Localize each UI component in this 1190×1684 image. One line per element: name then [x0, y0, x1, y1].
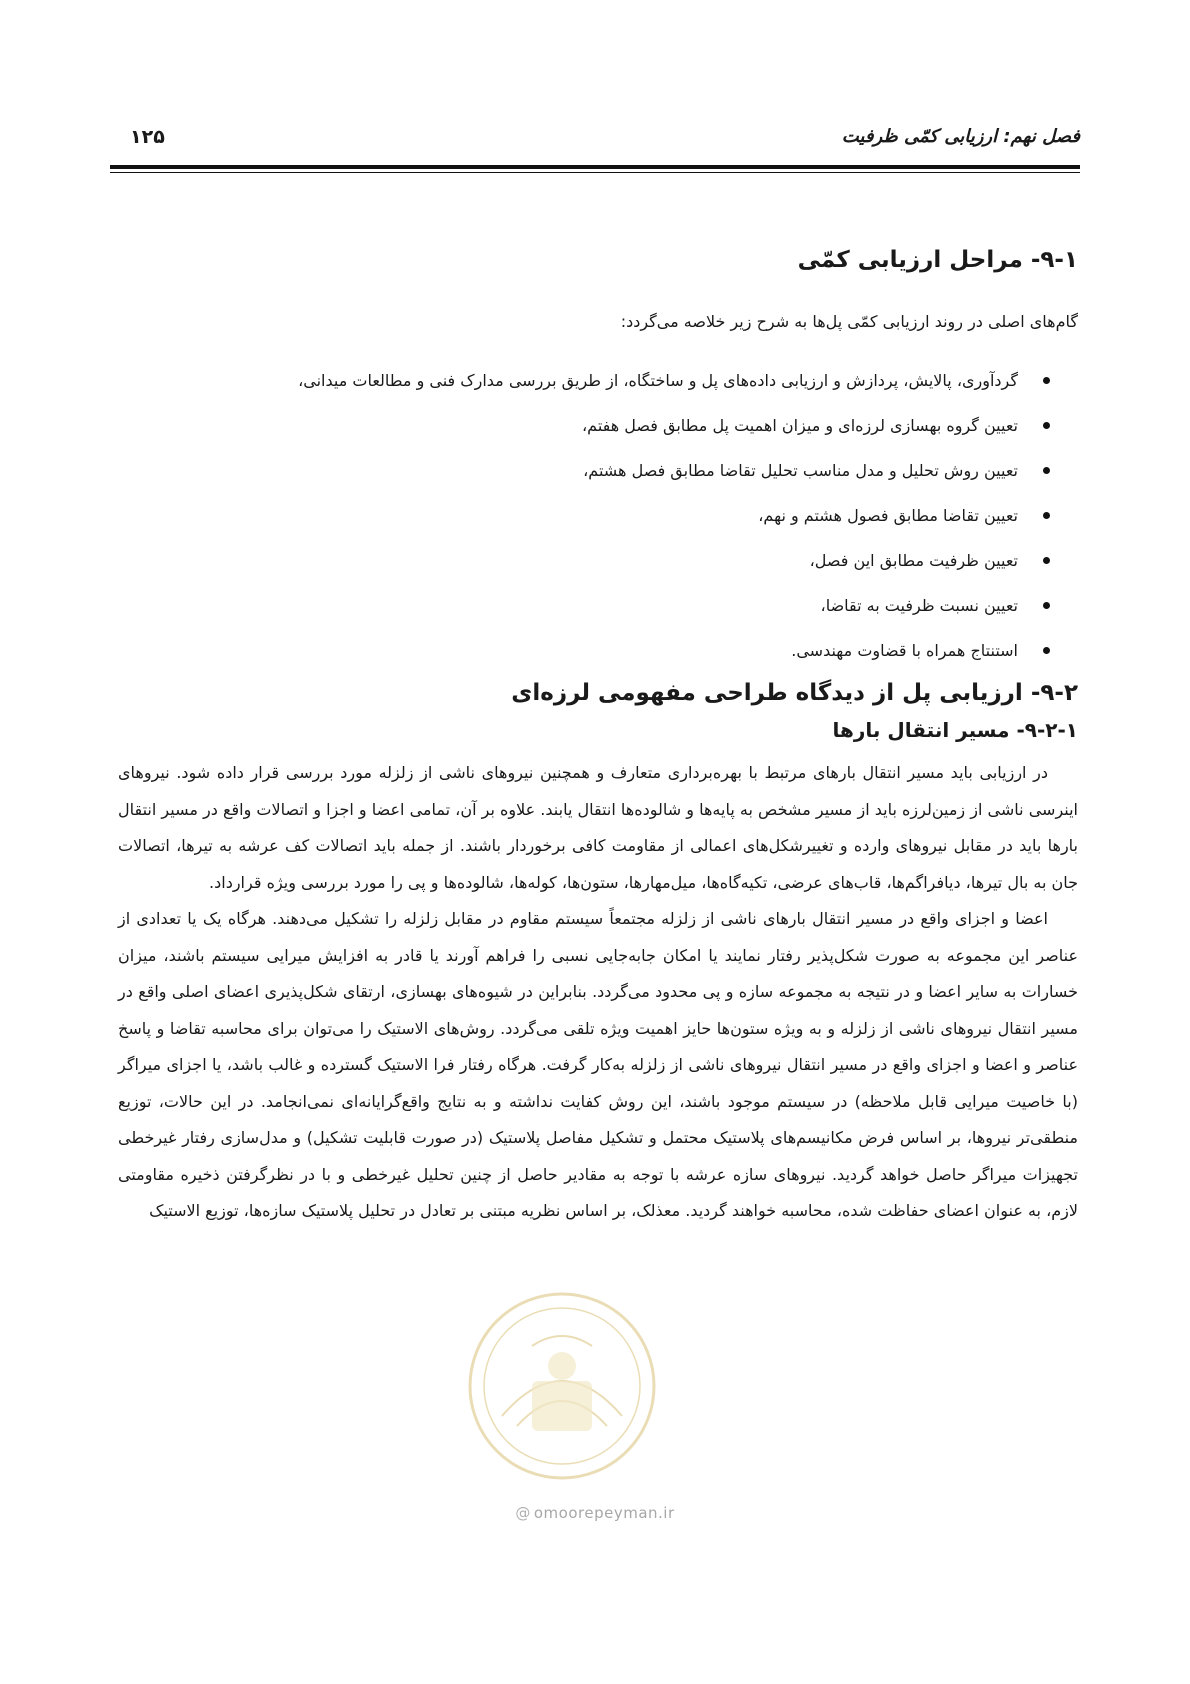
bullet-icon	[1043, 377, 1050, 384]
list-item-text: استنتاج همراه با قضاوت مهندسی.	[791, 641, 1018, 660]
list-item-text: تعیین نسبت ظرفیت به تقاضا،	[820, 596, 1018, 615]
list-item-text: تعیین گروه بهسازی لرزه‌ای و میزان اهمیت پل مطابق فصل هفتم،	[582, 416, 1018, 435]
list-item	[118, 403, 1050, 448]
watermark-logo-icon	[462, 1286, 662, 1486]
list-item	[118, 538, 1050, 583]
list-item	[118, 358, 1050, 403]
at-icon: @	[515, 1504, 531, 1522]
page-content	[118, 240, 1078, 1230]
list-item-text: تعیین ظرفیت مطابق این فصل،	[809, 551, 1018, 570]
bullet-icon	[1043, 647, 1050, 654]
section-heading-2: ۹-۲- ارزیابی پل از دیدگاه طراحی مفهومی لرزه‌ای	[511, 680, 1078, 706]
body-paragraph-1: در ارزیابی باید مسیر انتقال بارهای مرتبط با بهره‌برداری متعارف و همچنین نیروهای ناشی از زلزله مورد بررسی قرار داده شود. نیروهای اینرسی ناشی از زمین‌لرزه باید از مسیر مشخص به پایه‌ها و شالوده‌ها انتقال یابند. علاوه بر آن، تمامی اعضا و اجزا و اتصالات واقع در مسیر انتقال بارها باید در مقابل نیروهای وارده و تغییرشکل‌های اعمالی از مقاومت کافی برخوردار باشند. از جمله باید اتصالات کف عرشه به تیرها، اتصالات جان به بال تیرها، دیافراگم‌ها، قاب‌های عرضی، تکیه‌گاه‌ها، میل‌مهارها، ستون‌ها، کوله‌ها، شالوده‌ها و پی را مورد بررسی ویژه قرارداد.	[118, 763, 1078, 892]
page-number: ۱۲۵	[130, 126, 165, 148]
section-heading-1: ۹-۱- مراحل ارزیابی کمّی	[797, 247, 1078, 273]
watermark-url-text: omoorepeyman.ir	[533, 1504, 675, 1522]
page-header	[110, 126, 1080, 154]
bullet-icon	[1043, 557, 1050, 564]
watermark-url	[0, 1504, 1190, 1522]
subsection-heading: ۹-۲-۱- مسیر انتقال بارها	[832, 718, 1078, 742]
list-item-text: تعیین تقاضا مطابق فصول هشتم و نهم،	[758, 506, 1018, 525]
body-paragraph-2: اعضا و اجزای واقع در مسیر انتقال بارهای ناشی از زلزله مجتمعاً سیستم مقاوم در مقابل زلزله را تشکیل می‌دهند. هرگاه یک یا تعدادی از عناصر این مجموعه به صورت شکل‌پذیر رفتار نمایند یا امکان جابه‌جایی نسبی را فراهم آورند یا قادر به افزایش میرایی سیستم باشند، میزان خسارات به سایر اعضا و در نتیجه به مجموعه سازه و پی محدود می‌گردد. بنابراین در شیوه‌های بهسازی، ارتقای شکل‌پذیری اعضای اصلی واقع در مسیر انتقال نیروهای ناشی از زلزله و به ویژه ستون‌ها حایز اهمیت ویژه تلقی می‌گردد. روش‌های الاستیک را می‌توان برای محاسبه تقاضا و پاسخ عناصر و اعضا و اجزای واقع در مسیر انتقال نیروهای ناشی از زلزله به‌کار گرفت. هرگاه رفتار فرا الاستیک گسترده و غالب باشد، یا اجزای میراگر (با خاصیت میرایی قابل ملاحظه) در سیستم موجود باشند، این روش کفایت نداشته و به نتایج واقع‌گرایانه‌ای نمی‌انجامد. در این حالات، توزیع منطقی‌تر نیروها، بر اساس فرض مکانیسم‌های پلاستیک محتمل و تشکیل مفاصل پلاستیک (در صورت قابلیت تشکیل) و مدل‌سازی رفتار غیرخطی تجهیزات میراگر حاصل خواهد گردید. نیروهای سازه عرشه با توجه به مقادیر حاصل از چنین تحلیل غیرخطی و با در نظرگرفتن ذخیره مقاومتی لازم، به عنوان اعضای حفاظت شده، محاسبه خواهند گردید. معذلک، بر اساس نظریه مبتنی بر تعادل در تحلیل پلاستیک سازه‌ها، توزیع الاستیک	[118, 909, 1078, 1220]
list-item-text: تعیین روش تحلیل و مدل مناسب تحلیل تقاضا مطابق فصل هشتم،	[583, 461, 1018, 480]
bullet-icon	[1043, 512, 1050, 519]
list-item	[118, 493, 1050, 538]
steps-list	[118, 358, 1078, 673]
list-item-text: گردآوری، پالایش، پردازش و ارزیابی داده‌های پل و ساختگاه، از طریق بررسی مدارک فنی و مطالعات میدانی،	[298, 371, 1018, 390]
list-item	[118, 448, 1050, 493]
bullet-icon	[1043, 422, 1050, 429]
bullet-icon	[1043, 467, 1050, 474]
section-intro: گام‌های اصلی در روند ارزیابی کمّی پل‌ها به شرح زیر خلاصه می‌گردد:	[620, 312, 1078, 331]
list-item	[118, 583, 1050, 628]
list-item	[118, 628, 1050, 673]
bullet-icon	[1043, 602, 1050, 609]
chapter-title: فصل نهم: ارزیابی کمّی ظرفیت	[841, 126, 1080, 147]
header-rule-thin	[110, 172, 1080, 173]
header-rule-thick	[110, 165, 1080, 169]
